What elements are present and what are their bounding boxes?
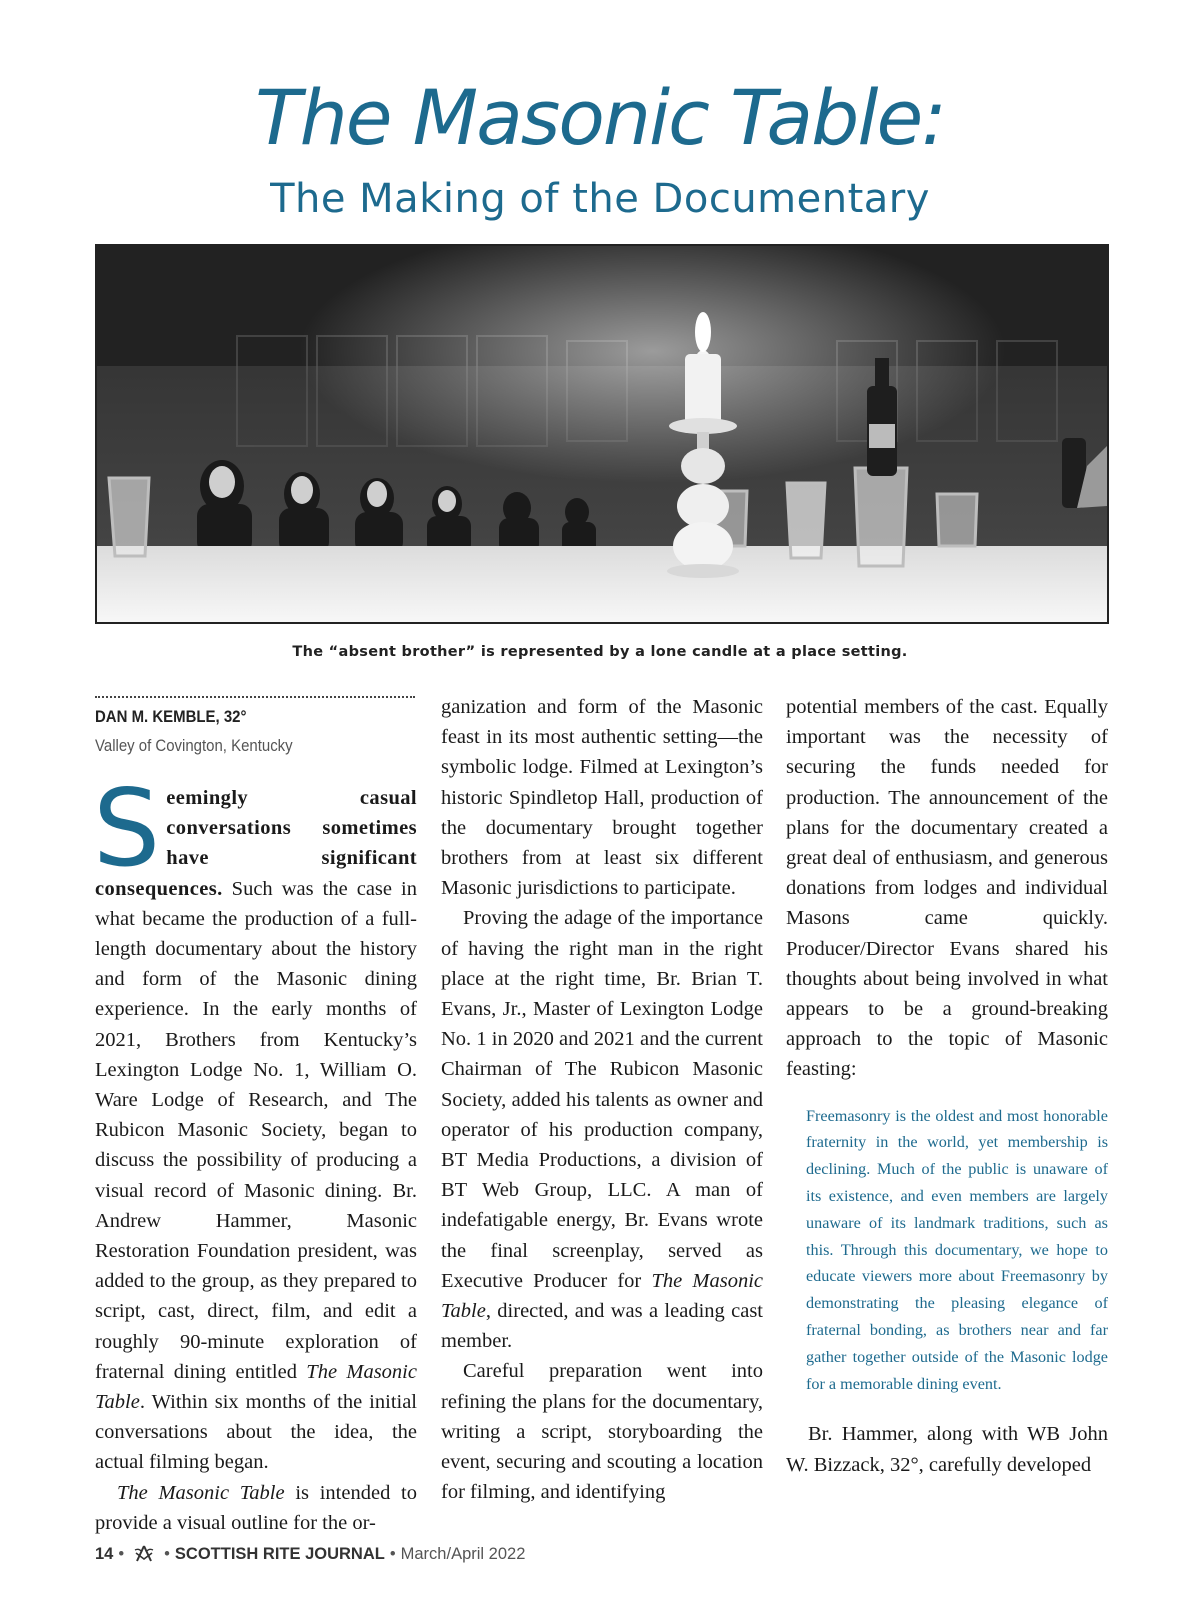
lead-in-text: eemingly casual conversations sometimes have significant consequences. bbox=[95, 787, 417, 900]
drop-cap: S bbox=[93, 767, 161, 890]
article-column-3 bbox=[786, 692, 1108, 1480]
article-paragraph: ganization and form of the Masonic feast in its most authentic setting—the symbolic lodge. Filmed at Lexington’s historic Spindletop Hall, production of the documentary brought together brothers from at least six different Masonic jurisdictions to participate. bbox=[441, 696, 763, 900]
photo-caption: The “absent brother” is represented by a lone candle at a place setting. bbox=[292, 644, 908, 660]
issue-date: March/April 2022 bbox=[400, 1544, 526, 1563]
article-column-1 bbox=[93, 767, 417, 1538]
documentary-title: The Masonic Table bbox=[441, 1269, 763, 1323]
feature-photo bbox=[95, 244, 1109, 624]
footer-separator: • bbox=[118, 1544, 125, 1563]
article-paragraph bbox=[441, 903, 763, 1356]
double-eagle-icon bbox=[133, 1544, 155, 1564]
article-paragraph: Careful preparation went into refining the plans for the documentary, writing a script, storyboarding the event, securing and scouting a location for filming, and identifying bbox=[441, 1360, 763, 1504]
documentary-title: The Masonic Table bbox=[95, 1360, 417, 1414]
page-footer bbox=[95, 1544, 525, 1564]
article-column-2 bbox=[441, 692, 763, 1507]
paragraph-text: is intended to provide a visual outline for the or- bbox=[95, 1481, 417, 1534]
journal-name: SCOTTISH RITE JOURNAL bbox=[174, 1544, 385, 1563]
author-name: DAN M. KEMBLE, 32° bbox=[95, 707, 247, 726]
page-title: The Masonic Table: bbox=[255, 73, 945, 162]
footer-separator: • bbox=[164, 1544, 170, 1563]
article-paragraph bbox=[95, 1478, 417, 1538]
byline-divider bbox=[95, 696, 415, 698]
article-paragraph: Br. Hammer, along with WB John W. Bizzack, 32°, carefully developed bbox=[786, 1423, 1108, 1476]
article-paragraph bbox=[93, 767, 417, 1478]
paragraph-text: Proving the adage of the importance of having the right man in the right place at the right time, Br. Brian T. Evans, Jr., Master of Lexington Lodge No. 1 in 2020 and 2021 and the current Chairman of The Rubicon Masonic Society, added his talents as owner and operator of his production company, BT Media Productions, a division of BT Web Group, LLC. A man of indefatigable energy, Br. Evans wrote the final screenplay, served as Executive Producer for bbox=[441, 907, 763, 1292]
paragraph-text: Such was the case in what became the production of a full-length documentary about the history and form of the Masonic dining experience. In the early months of 2021, Brothers from Kentucky’s Lexington Lodge No. 1, William O. Ware Lodge of Research, and The Rubicon Masonic Society, began to discuss the possibility of producing a visual record of Masonic dining. Br. Andrew Hammer, Masonic Restoration Foundation president, was added to the group, as they prepared to script, cast, direct, film, and edit a roughly 90-minute exploration of fraternal dining entitled bbox=[95, 877, 417, 1383]
author-valley: Valley of Covington, Kentucky bbox=[95, 736, 293, 755]
pull-quote: Freemasonry is the oldest and most honorable fraternity in the world, yet membership is declining. Much of the public is unaware of its existence, and even members are largely unaware of its landmark traditions, such as this. Through this documentary, we hope to educate viewers more about Freemasonry by demonstrating the pleasing elegance of fraternal bonding, as brothers near and far gather together outside of the Masonic lodge for a memorable dining event. bbox=[806, 1106, 1108, 1393]
footer-separator: • bbox=[389, 1544, 396, 1563]
paragraph-text: , directed, and was a leading cast member. bbox=[441, 1300, 763, 1353]
page-number: 14 bbox=[95, 1544, 114, 1563]
page-subtitle: The Making of the Documentary bbox=[270, 176, 930, 222]
documentary-title: The Masonic Table bbox=[117, 1481, 285, 1504]
article-paragraph: potential members of the cast. Equally important was the necessity of securing the funds needed for production. The announcement of the plans for the documentary created a great deal of enthusiasm, and generous donations from lodges and individual Masons came quickly. Producer/Director Evans shared his thoughts about being involved in what appears to be a ground-breaking approach to the topic of Masonic feasting: bbox=[786, 696, 1108, 1081]
paragraph-text: . Within six months of the initial conversations about the idea, the actual filming began. bbox=[95, 1391, 417, 1474]
